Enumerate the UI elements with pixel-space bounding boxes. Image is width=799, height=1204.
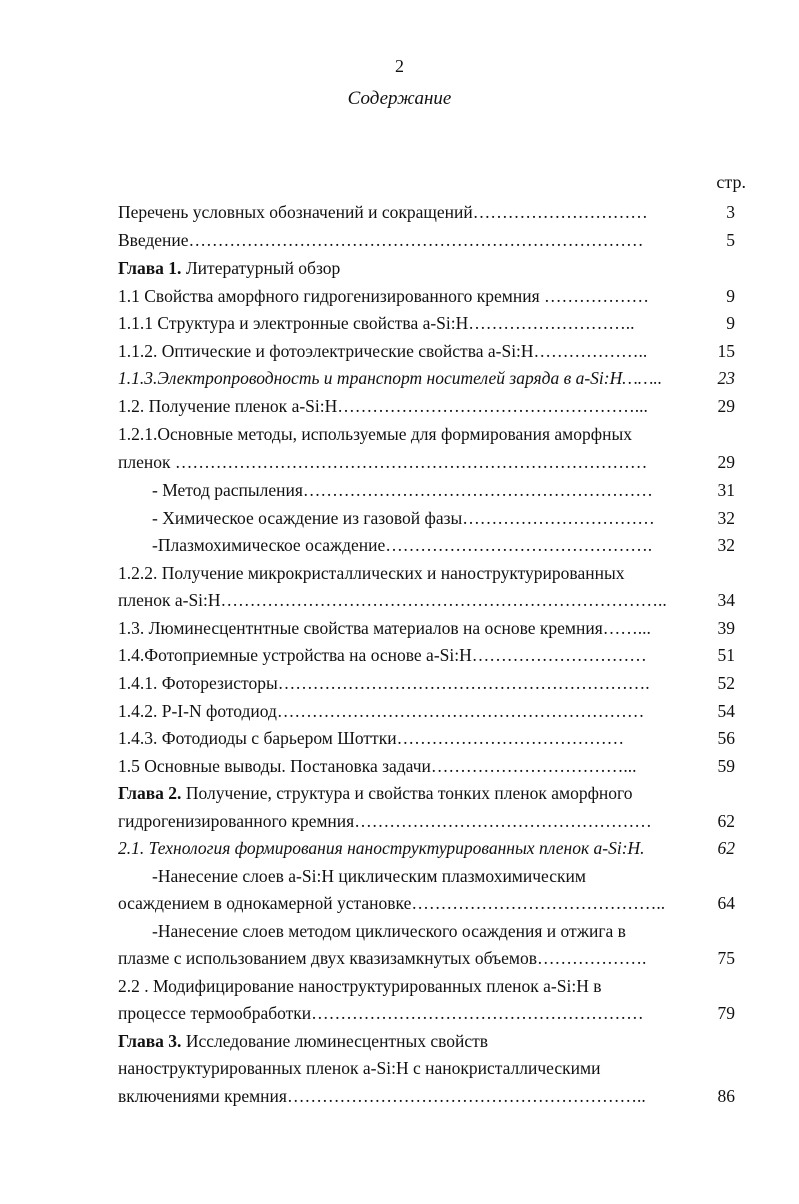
toc-entry-text: -Нанесение слоев методом циклического осаждения и отжига в bbox=[152, 921, 626, 941]
toc-entry-text: пленок ……………………………………………………………………… bbox=[118, 452, 648, 472]
toc-entry bbox=[0, 1003, 799, 1030]
toc-entry-page: 23 bbox=[717, 368, 735, 388]
toc-entry-text: - Химическое осаждение из газовой фазы…………………………… bbox=[152, 508, 655, 528]
toc-entry-page: 64 bbox=[717, 893, 735, 913]
toc-entry bbox=[0, 341, 799, 368]
toc-entry-text: 1.1.3.Электропроводность и транспорт носителей заряда в a-Si:H…….. bbox=[118, 368, 663, 388]
toc-entry-text: 1.1.1 Структура и электронные свойства a-Si:H……………………….. bbox=[118, 313, 635, 333]
toc-entry-text: 2.1. Технология формирования наноструктурированных пленок a-Si:H. bbox=[118, 838, 645, 858]
toc-entry bbox=[0, 230, 799, 257]
toc-entry bbox=[0, 480, 799, 507]
toc-entry-page: 32 bbox=[717, 535, 735, 555]
toc-entry-text: 1.4.Фотоприемные устройства на основе a-Si:H………………………… bbox=[118, 645, 647, 665]
toc-entry bbox=[0, 893, 799, 920]
toc-entry bbox=[0, 563, 799, 590]
page-number: 2 bbox=[395, 56, 404, 76]
toc-entry-page: 62 bbox=[717, 811, 735, 831]
toc-entry-text: - Метод распыления…………………………………………………… bbox=[152, 480, 653, 500]
toc-entry-page: 31 bbox=[717, 480, 735, 500]
toc-entry-text: 1.2. Получение пленок a-Si:H……………………………………………... bbox=[118, 396, 648, 416]
toc-entry bbox=[0, 673, 799, 700]
toc-entry-text: 1.2.2. Получение микрокристаллических и наноструктурированных bbox=[118, 563, 625, 583]
toc-entry bbox=[0, 728, 799, 755]
toc-entry bbox=[0, 452, 799, 479]
toc-entry-text: плазме с использованием двух квазизамкнутых объемов………………. bbox=[118, 948, 647, 968]
pages-column-header: стр. bbox=[716, 172, 746, 192]
toc-entry-text: 1.4.1. Фоторезисторы………………………………………………………. bbox=[118, 673, 650, 693]
toc-entry bbox=[0, 1086, 799, 1113]
toc-entry-text bbox=[118, 1031, 488, 1052]
toc-entry bbox=[0, 866, 799, 893]
toc-entry bbox=[0, 811, 799, 838]
toc-entry bbox=[0, 976, 799, 1003]
toc-entry-page: 32 bbox=[717, 508, 735, 528]
toc-entry bbox=[0, 508, 799, 535]
toc-entry bbox=[0, 202, 799, 229]
toc-entry-text: 2.2 . Модифицирование наноструктурированных пленок a-Si:H в bbox=[118, 976, 602, 996]
toc-entry bbox=[0, 756, 799, 783]
toc-entry-page: 29 bbox=[717, 452, 735, 472]
toc-entry bbox=[0, 838, 799, 865]
toc-entry-text: 1.4.3. Фотодиоды с барьером Шоттки………………………………… bbox=[118, 728, 625, 748]
chapter-title: Литературный обзор bbox=[181, 258, 341, 278]
toc-entry-text: 1.5 Основные выводы. Постановка задачи……………………………... bbox=[118, 756, 637, 776]
toc-entry bbox=[0, 368, 799, 395]
toc-entry bbox=[0, 645, 799, 672]
chapter-label: Глава 1. bbox=[118, 258, 182, 278]
toc-entry-page: 9 bbox=[726, 313, 735, 333]
toc-entry-text: -Плазмохимическое осаждение………………………………………. bbox=[152, 535, 653, 555]
toc-entry bbox=[0, 424, 799, 451]
toc-entry-text: гидрогенизированного кремния…………………………………………… bbox=[118, 811, 652, 831]
toc-entry-text: 1.2.1.Основные методы, используемые для формирования аморфных bbox=[118, 424, 632, 444]
toc-entry bbox=[0, 396, 799, 423]
toc-chapter-heading bbox=[0, 1031, 799, 1058]
toc-entry-page: 86 bbox=[717, 1086, 735, 1106]
chapter-label: Глава 2. bbox=[118, 783, 182, 803]
toc-entry-text: Перечень условных обозначений и сокращений………………………… bbox=[118, 202, 648, 222]
toc-entry-text: пленок a-Si:H………………………………………………………………….. bbox=[118, 590, 667, 610]
toc-entry bbox=[0, 948, 799, 975]
toc-entry-page: 79 bbox=[717, 1003, 735, 1023]
toc-entry-text: 1.1.2. Оптические и фотоэлектрические свойства a-Si:H……………….. bbox=[118, 341, 648, 361]
toc-entry bbox=[0, 921, 799, 948]
toc-entry bbox=[0, 590, 799, 617]
toc-entry-page: 59 bbox=[717, 756, 735, 776]
toc-entry-page: 62 bbox=[717, 838, 735, 858]
toc-entry bbox=[0, 286, 799, 313]
toc-entry-page: 39 bbox=[717, 618, 735, 638]
toc-entry bbox=[0, 535, 799, 562]
chapter-title: Исследование люминесцентных свойств bbox=[181, 1031, 489, 1051]
toc-entry bbox=[0, 701, 799, 728]
toc-entry-text: -Нанесение слоев a-Si:H циклическим плазмохимическим bbox=[152, 866, 586, 886]
toc-entry-text: процессе термообработки………………………………………………… bbox=[118, 1003, 644, 1023]
toc-entry-text: 1.4.2. P-I-N фотодиод……………………………………………………… bbox=[118, 701, 645, 721]
toc-entry-text: осаждением в однокамерной установке…………………………………….. bbox=[118, 893, 666, 913]
toc-entry bbox=[0, 1058, 799, 1085]
toc-entry-page: 15 bbox=[717, 341, 735, 361]
toc-chapter-heading bbox=[0, 783, 799, 810]
toc-entry-page: 3 bbox=[726, 202, 735, 222]
page-title: Содержание bbox=[347, 88, 452, 109]
toc-entry-page: 52 bbox=[717, 673, 735, 693]
toc-entry-page: 75 bbox=[717, 948, 735, 968]
toc-entry-text: включениями кремния…………………………………………………….. bbox=[118, 1086, 646, 1106]
toc-chapter-heading bbox=[0, 258, 799, 285]
toc-entry-text: Введение…………………………………………………………………… bbox=[118, 230, 644, 250]
toc-entry-page: 29 bbox=[717, 396, 735, 416]
toc-entry-text bbox=[118, 783, 633, 804]
toc-entry-page: 51 bbox=[717, 645, 735, 665]
toc-entry-text bbox=[118, 258, 340, 279]
toc-entry-page: 56 bbox=[717, 728, 735, 748]
toc-entry-page: 34 bbox=[717, 590, 735, 610]
toc-entry-text: наноструктурированных пленок a-Si:H с нанокристаллическими bbox=[118, 1058, 601, 1078]
toc-entry-page: 9 bbox=[726, 286, 735, 306]
chapter-title: Получение, структура и свойства тонких пленок аморфного bbox=[181, 783, 633, 803]
toc-entry bbox=[0, 313, 799, 340]
toc-entry-page: 5 bbox=[726, 230, 735, 250]
toc-entry-text: 1.1 Свойства аморфного гидрогенизированного кремния ……………… bbox=[118, 286, 649, 306]
chapter-label: Глава 3. bbox=[118, 1031, 182, 1051]
toc-entry bbox=[0, 618, 799, 645]
toc-entry-text: 1.3. Люминесцентнтные свойства материалов на основе кремния……... bbox=[118, 618, 651, 638]
toc-entry-page: 54 bbox=[717, 701, 735, 721]
